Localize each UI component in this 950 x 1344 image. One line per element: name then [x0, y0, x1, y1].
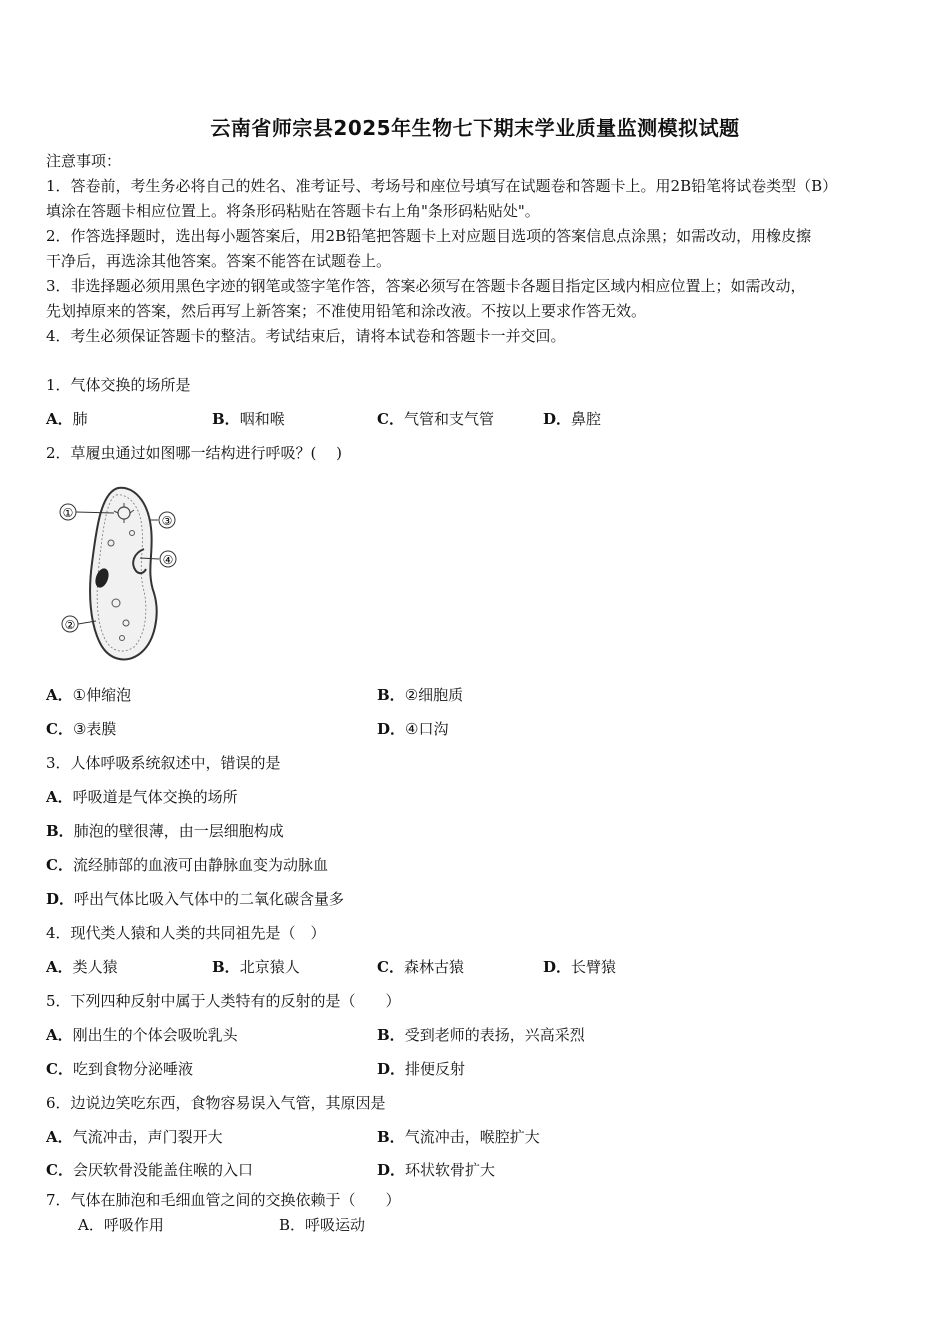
option-key: D．	[377, 720, 406, 738]
notice-line: 1．答卷前，考生务必将自己的姓名、准考证号、考场号和座位号填写在试题卷和答题卡上。用2B铅笔将试卷类型（B）	[46, 177, 838, 195]
option-text: ④口沟	[405, 720, 449, 738]
option	[377, 1025, 585, 1045]
option-key: B．	[377, 686, 405, 704]
option	[46, 1025, 238, 1045]
option-key: A．	[46, 410, 73, 428]
option-key: B．	[212, 410, 240, 428]
option-text: 鼻腔	[571, 410, 602, 428]
option	[46, 719, 116, 739]
figure-label-2: ②	[64, 618, 76, 632]
option-text: 受到老师的表扬，兴高采烈	[404, 1026, 585, 1044]
option-text: 吃到食物分泌唾液	[72, 1060, 193, 1078]
option	[46, 1160, 253, 1180]
option-key: A．	[46, 1026, 73, 1044]
option-text: 流经肺部的血液可由静脉血变为动脉血	[72, 856, 328, 874]
question-stem: 6．边说边笑吃东西，食物容易误入气管，其原因是	[46, 1094, 386, 1112]
option	[377, 409, 494, 429]
option	[78, 1215, 164, 1235]
option-text: 肺	[72, 410, 88, 428]
option-key: A．	[46, 686, 73, 704]
option-key: A．	[46, 788, 73, 806]
option-key: C．	[46, 1060, 73, 1078]
notice-heading: 注意事项：	[46, 152, 122, 170]
option-key: B．	[377, 1026, 405, 1044]
option	[46, 889, 344, 909]
question-stem: 1．气体交换的场所是	[46, 376, 191, 394]
option	[543, 957, 616, 977]
option	[46, 1127, 223, 1147]
option-text: 排便反射	[405, 1060, 466, 1078]
notice-line: 先划掉原来的答案，然后再写上新答案；不准使用铅笔和涂改液。不按以上要求作答无效。	[46, 302, 647, 320]
option-key: B．	[212, 958, 240, 976]
option	[543, 409, 601, 429]
option	[377, 1160, 495, 1180]
option-key: D．	[543, 958, 572, 976]
option-text: 呼吸道是气体交换的场所	[72, 788, 238, 806]
option-text: 气流冲击，喉腔扩大	[404, 1128, 540, 1146]
option-key: B．	[46, 822, 74, 840]
question-stem: 5．下列四种反射中属于人类特有的反射的是（ ）	[46, 992, 401, 1010]
paramecium-drawing	[60, 488, 176, 660]
option-text: 气管和支气管	[403, 410, 494, 428]
option-key: A．	[78, 1216, 104, 1234]
option-key: A．	[46, 1128, 73, 1146]
option	[46, 855, 328, 875]
notice-line: 2．作答选择题时，选出每小题答案后，用2B铅笔把答题卡上对应题目选项的答案信息点涂黑；如需改动，用橡皮擦	[46, 227, 812, 245]
option-key: C．	[46, 1161, 73, 1179]
option-text: 呼吸作用	[103, 1216, 164, 1234]
option-text: 类人猿	[72, 958, 118, 976]
option-key: C．	[46, 856, 73, 874]
notice-line: 填涂在答题卡相应位置上。将条形码粘贴在答题卡右上角"条形码粘贴处"。	[46, 202, 540, 220]
paramecium-figure	[56, 483, 186, 668]
option-key: D．	[46, 890, 75, 908]
option	[212, 409, 285, 429]
option-text: 咽和喉	[239, 410, 285, 428]
option-text: ②细胞质	[404, 686, 464, 704]
option	[46, 1059, 193, 1079]
option	[46, 409, 88, 429]
option-text: 森林古猿	[403, 958, 464, 976]
option-text: 肺泡的壁很薄，由一层细胞构成	[73, 822, 284, 840]
option-text: 北京猿人	[239, 958, 300, 976]
option-key: B．	[279, 1216, 306, 1234]
option	[377, 957, 464, 977]
question-stem: 3．人体呼吸系统叙述中，错误的是	[46, 754, 281, 772]
option-key: C．	[377, 958, 404, 976]
notice-line: 4．考生必须保证答题卡的整洁。考试结束后，请将本试卷和答题卡一并交回。	[46, 327, 566, 345]
option	[377, 1127, 540, 1147]
option-text: 刚出生的个体会吸吮乳头	[72, 1026, 238, 1044]
notice-line: 干净后，再选涂其他答案。答案不能答在试题卷上。	[46, 252, 392, 270]
option	[377, 1059, 465, 1079]
question-stem: 4．现代类人猿和人类的共同祖先是（ ）	[46, 924, 326, 942]
option-key: D．	[377, 1161, 406, 1179]
page-title: 云南省师宗县2025年生物七下期末学业质量监测模拟试题	[210, 116, 740, 140]
option-key: B．	[377, 1128, 405, 1146]
option-text: 环状软骨扩大	[405, 1161, 496, 1179]
option-key: A．	[46, 958, 73, 976]
option-text: ③表膜	[72, 720, 117, 738]
question-stem: 2．草履虫通过如图哪一结构进行呼吸？( )	[46, 444, 343, 462]
figure-label-3: ③	[161, 514, 173, 528]
question-stem: 7．气体在肺泡和毛细血管之间的交换依赖于（ ）	[46, 1191, 401, 1209]
option-text: 长臂猿	[571, 958, 617, 976]
option	[212, 957, 300, 977]
option-key: D．	[543, 410, 572, 428]
option-text: 气流冲击，声门裂开大	[72, 1128, 223, 1146]
option-text: 呼出气体比吸入气体中的二氧化碳含量多	[74, 890, 345, 908]
option-text: 呼吸运动	[305, 1216, 366, 1234]
option-text: ①伸缩泡	[72, 686, 132, 704]
option-text: 会厌软骨没能盖住喉的入口	[72, 1161, 253, 1179]
option-key: C．	[46, 720, 73, 738]
option	[46, 957, 118, 977]
option	[377, 719, 448, 739]
option	[46, 685, 131, 705]
option-key: C．	[377, 410, 404, 428]
figure-label-1: ①	[62, 506, 74, 520]
option	[46, 821, 284, 841]
option-key: D．	[377, 1060, 406, 1078]
option	[279, 1215, 365, 1235]
notice-line: 3．非选择题必须用黑色字迹的钢笔或签字笔作答，答案必须写在答题卡各题目指定区域内相应位置上；如需改动，	[46, 277, 806, 295]
figure-label-4: ④	[162, 553, 174, 567]
option	[377, 685, 463, 705]
option	[46, 787, 238, 807]
